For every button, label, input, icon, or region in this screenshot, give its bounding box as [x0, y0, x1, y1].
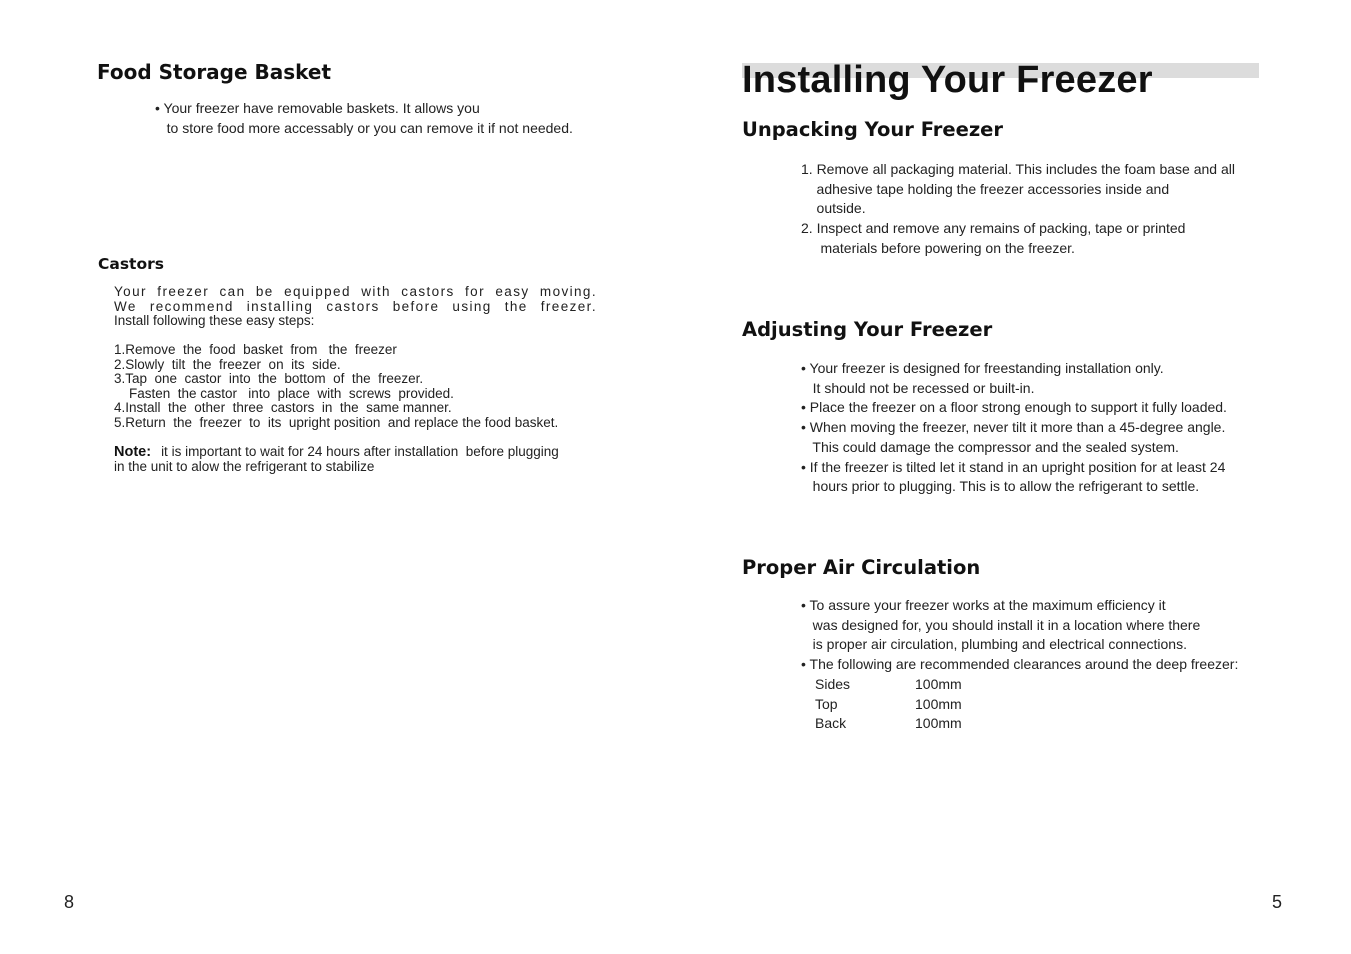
list-item: • Place the freezer on a floor strong enough to support it fully loaded. [801, 399, 1227, 416]
unpacking-text [801, 160, 1235, 259]
list-item: materials before powering on the freezer. [801, 239, 1075, 256]
note-label: Note: [114, 444, 152, 460]
list-item: • Your freezer is designed for freestanding installation only. [801, 360, 1164, 376]
air-circulation-text [801, 596, 1238, 734]
clearance-row-sides [801, 675, 1238, 695]
unpacking-heading: Unpacking Your Freezer [742, 118, 1004, 141]
clearance-label: Top [815, 695, 838, 712]
list-item: outside. [801, 200, 866, 217]
clearance-row-back [801, 714, 1238, 734]
text-line: • Your freezer have removable baskets. It allows you [155, 100, 480, 116]
page-title: Installing Your Freezer [742, 59, 1153, 101]
list-item: 1. Remove all packaging material. This includes the foam base and all [801, 161, 1235, 177]
list-item: • When moving the freezer, never tilt it more than a 45-degree angle. [801, 419, 1226, 436]
list-item: It should not be recessed or built-in. [801, 379, 1035, 396]
note-text: it is important to wait for 24 hours after installation before plugging [161, 444, 559, 459]
list-item: • The following are recommended clearances around the deep freezer: [801, 656, 1239, 673]
air-circulation-heading: Proper Air Circulation [742, 556, 981, 579]
clearance-value: 100mm [915, 695, 962, 712]
text-line: to store food more accessably or you can remove it if not needed. [155, 119, 573, 136]
clearance-row-top [801, 695, 1238, 715]
list-item: This could damage the compressor and the sealed system. [801, 438, 1179, 455]
list-item: 2.Slowly tilt the freezer on its side. [114, 356, 341, 372]
list-item: • To assure your freezer works at the maximum efficiency it [801, 597, 1166, 613]
list-item: 4.Install the other three castors in the same manner. [114, 400, 452, 416]
castors-steps-list [114, 343, 558, 431]
clearance-label: Back [815, 715, 847, 732]
list-item: 5.Return the freezer to its upright position and replace the food basket. [114, 414, 559, 430]
text-line: Your freezer can be equipped with castors for easy moving. [114, 284, 597, 299]
clearance-label: Sides [815, 675, 851, 692]
list-item: 3.Tap one castor into the bottom of the freezer. [114, 371, 424, 387]
note-text: in the unit to alow the refrigerant to stabilize [114, 458, 375, 474]
list-item: 2. Inspect and remove any remains of packing, tape or printed [801, 220, 1186, 237]
castors-heading: Castors [98, 255, 164, 273]
clearance-value: 100mm [915, 675, 962, 692]
food-storage-basket-text [155, 99, 573, 138]
text-line: Install following these easy steps: [114, 313, 315, 329]
clearance-value: 100mm [915, 715, 962, 732]
list-item: 1.Remove the food basket from the freezer [114, 342, 397, 357]
list-item: is proper air circulation, plumbing and electrical connections. [801, 636, 1187, 653]
list-item: • If the freezer is tilted let it stand in an upright position for at least 24 [801, 458, 1226, 475]
adjusting-heading: Adjusting Your Freezer [742, 318, 993, 341]
food-storage-basket-heading: Food Storage Basket [97, 60, 332, 84]
list-item: hours prior to plugging. This is to allow the refrigerant to settle. [801, 478, 1200, 495]
text-line: We recommend installing castors before using the freezer. [114, 298, 597, 314]
page-number-right: 5 [1272, 892, 1283, 912]
list-item: adhesive tape holding the freezer accessories inside and [801, 180, 1170, 197]
adjusting-text [801, 359, 1227, 497]
castors-intro [114, 285, 597, 329]
page-number-left: 8 [64, 892, 75, 912]
list-item: Fasten the castor into place with screws provided. [114, 385, 454, 401]
castors-note [114, 445, 559, 474]
list-item: was designed for, you should install it in a location where there [801, 616, 1201, 633]
